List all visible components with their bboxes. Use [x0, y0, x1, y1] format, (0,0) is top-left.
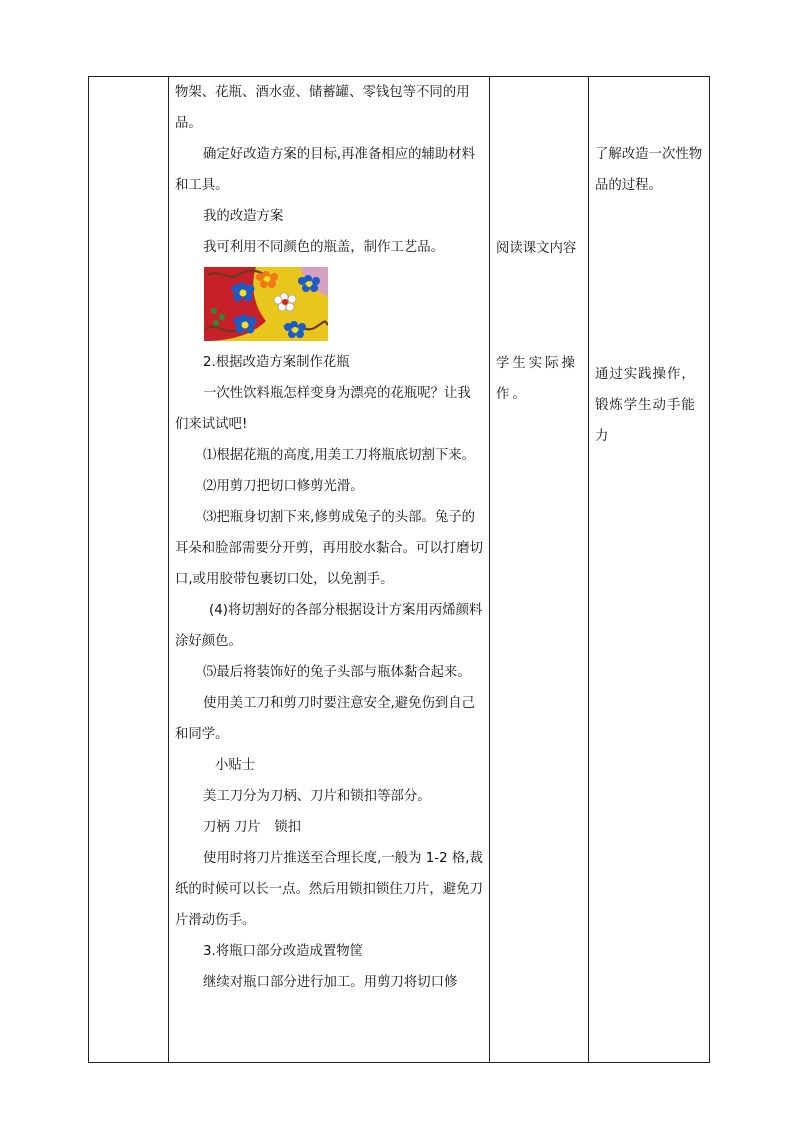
step-3: ⑶把瓶身切割下来,修剪成兔子的头部。兔子的耳朵和脸部需要分开剪，再用胶水黏合。可以打磨切口,或用胶带包裹切口处，以免割手。 — [175, 510, 483, 587]
paragraph-uses: 物架、花瓶、酒水壶、储蓄罐、零钱包等不同的用品。 — [175, 85, 470, 131]
activity-practice: 学生实际操作。 — [496, 356, 578, 402]
teaching-content — [169, 77, 489, 998]
safety-note: 使用美工刀和剪刀时要注意安全,避免伤到自己和同学。 — [175, 696, 476, 742]
intent-understand-process: 了解改造一次性物品的过程。 — [595, 147, 703, 193]
tips-labels: 刀柄 刀片 锁扣 — [203, 820, 301, 835]
teaching-content-cell — [169, 77, 490, 1063]
step-4: (4)将切割好的各部分根据设计方案用丙烯颜料涂好颜色。 — [175, 603, 483, 649]
step-2: ⑵用剪刀把切口修剪光滑。 — [203, 479, 364, 494]
activity-read-text: 阅读课文内容 — [496, 241, 577, 256]
paragraph-prepare: 确定好改造方案的目标,再准备相应的辅助材料和工具。 — [175, 147, 476, 193]
tips-parts: 美工刀分为刀柄、刀片和锁扣等部分。 — [203, 789, 431, 804]
heading-bottle-mouth: 3.将瓶口部分改造成置物筐 — [203, 944, 364, 959]
heading-my-plan: 我的改造方案 — [203, 209, 284, 224]
design-intent-cell — [589, 77, 710, 1063]
heading-make-vase: 2.根据改造方案制作花瓶 — [203, 355, 350, 370]
lesson-plan-table — [88, 76, 710, 1063]
student-activity-cell — [490, 77, 589, 1063]
step-1: ⑴根据花瓶的高度,用美工刀将瓶底切割下来。 — [203, 448, 476, 463]
intent-hands-on: 通过实践操作，锻炼学生动手能力 — [595, 367, 696, 444]
tips-heading: 小贴士 — [215, 758, 256, 773]
bottle-cap-flower-craft-photo — [204, 267, 328, 341]
paragraph-bottle-caps: 我可利用不同颜色的瓶盖，制作工艺品。 — [203, 240, 445, 255]
table-row — [89, 77, 710, 1063]
paragraph-intro: 一次性饮料瓶怎样变身为漂亮的花瓶呢？让我们来试试吧! — [175, 386, 471, 432]
tips-usage: 使用时将刀片推送至合理长度,一般为 1-2 格,裁纸的时候可以长一点。然后用锁扣锁住刀片，避免刀片滑动伤手。 — [175, 851, 483, 928]
step-5: ⑸最后将装饰好的兔子头部与瓶体黏合起来。 — [203, 665, 471, 680]
paragraph-continue: 继续对瓶口部分进行加工。用剪刀将切口修 — [203, 975, 458, 990]
blank-column-cell — [89, 77, 169, 1063]
